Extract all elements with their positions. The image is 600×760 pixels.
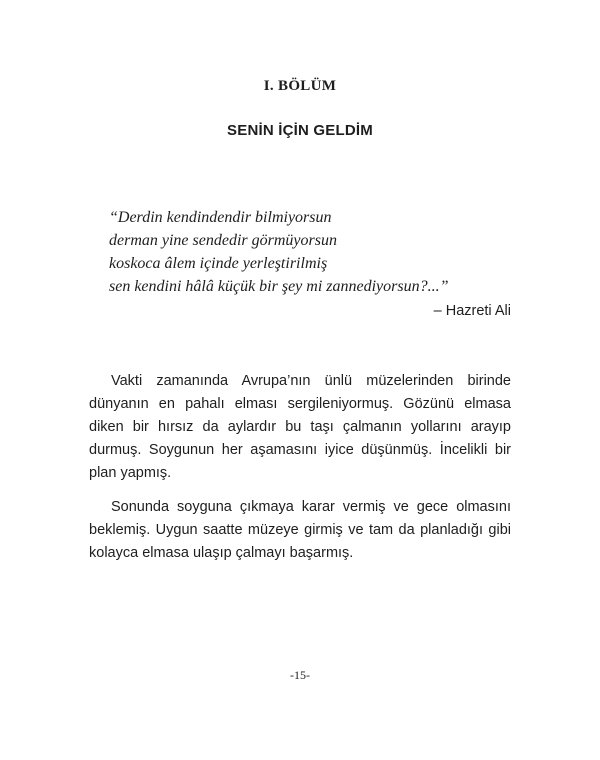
paragraph: Vakti zamanında Avrupa’nın ünlü müzelerinden birinde dünyanın en pahalı elması sergileniyormuş. Gözünü elmasa diken bir hırsız da aylardır bu taşı çalmanın yollarını arayıp durmuş. Soygunun her aşamasını iyice düşünmüş. İncelikli bir plan yapmış. [89,373,511,481]
epigraph-line: sen kendini hâlâ küçük bir şey mi zannediyorsun?...” [109,278,449,295]
chapter-number: I. BÖLÜM [263,78,337,94]
page-number: -15- [290,668,310,682]
paragraph: Sonunda soyguna çıkmaya karar vermiş ve gece olmasını beklemiş. Uygun saatte müzeye girmiş ve tam da planladığı gibi kolayca elmasa ulaşıp çalmayı başarmış. [89,499,511,561]
epigraph-line: derman yine sendedir görmüyorsun [109,232,337,249]
epigraph-line: “Derdin kendindendir bilmiyorsun [109,209,332,226]
epigraph [109,206,513,298]
chapter-title: SENİN İÇİN GELDİM [227,122,373,139]
epigraph-line: koskoca âlem içinde yerleştirilmiş [109,255,328,272]
epigraph-attribution: – Hazreti Ali [433,303,511,319]
body-text [89,370,511,576]
